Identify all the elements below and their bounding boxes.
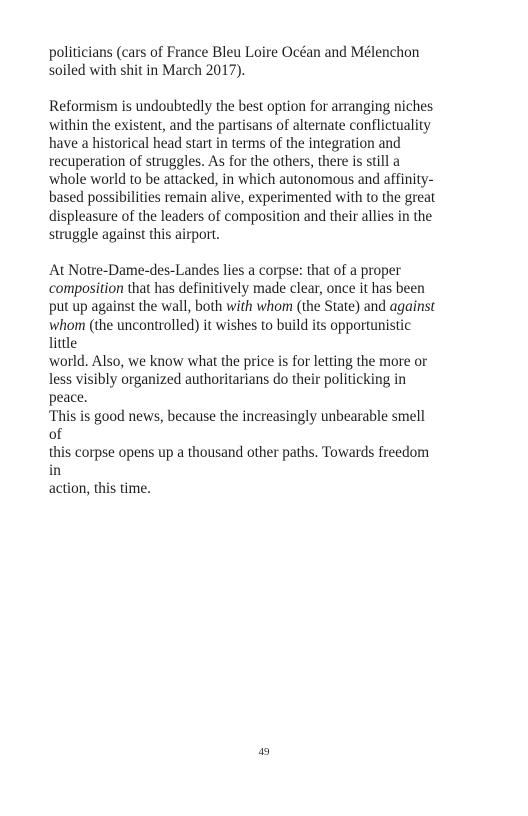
emphasis-text: against [389, 298, 435, 316]
text-line: soiled with shit in March 2017). [49, 62, 246, 80]
text-line: (the State) and [292, 298, 390, 316]
text-line: displeasure of the leaders of composition and their allies in the [49, 207, 433, 225]
text-line: less visibly organized authoritarians do their politicking in peace. [49, 371, 407, 407]
text-line: within the existent, and the partisans of alternate conflictuality [49, 116, 431, 134]
text-line: politicians (cars of France Bleu Loire Océan and Mélenchon [49, 44, 420, 61]
text-line: have a historical head start in terms of the integration and [49, 134, 401, 152]
paragraph-3 [49, 262, 439, 499]
text-line: (the uncontrolled) it wishes to build its opportunistic little [49, 316, 411, 352]
text-line: whole world to be attacked, in which autonomous and affinity- [49, 171, 434, 189]
text-line: action, this time. [49, 480, 151, 498]
page-number: 49 [258, 746, 270, 758]
text-line: world. Also, we know what the price is for letting the more or [49, 353, 428, 371]
paragraph-spacer [49, 244, 439, 262]
text-line: This is good news, because the increasingly unbearable smell of [49, 407, 425, 443]
text-line: Reformism is undoubtedly the best option for arranging niches [49, 98, 434, 116]
paragraph-spacer [49, 80, 439, 98]
text-line: put up against the wall, both [49, 298, 227, 316]
text-line: this corpse opens up a thousand other paths. Towards freedom in [49, 444, 430, 480]
emphasis-text: whom [49, 316, 86, 334]
text-line: that has definitively made clear, once it has been [123, 280, 425, 298]
paragraph-1 [49, 44, 439, 80]
emphasis-text: with whom [226, 298, 293, 316]
text-line: struggle against this airport. [49, 225, 220, 243]
text-line: At Notre-Dame-des-Landes lies a corpse: that of a proper [49, 262, 401, 280]
text-line: recuperation of struggles. As for the others, there is still a [49, 153, 400, 171]
text-line: based possibilities remain alive, experimented with to the great [49, 189, 436, 207]
body-text [49, 44, 439, 499]
emphasis-text: composition [49, 280, 124, 298]
paragraph-2 [49, 98, 439, 244]
